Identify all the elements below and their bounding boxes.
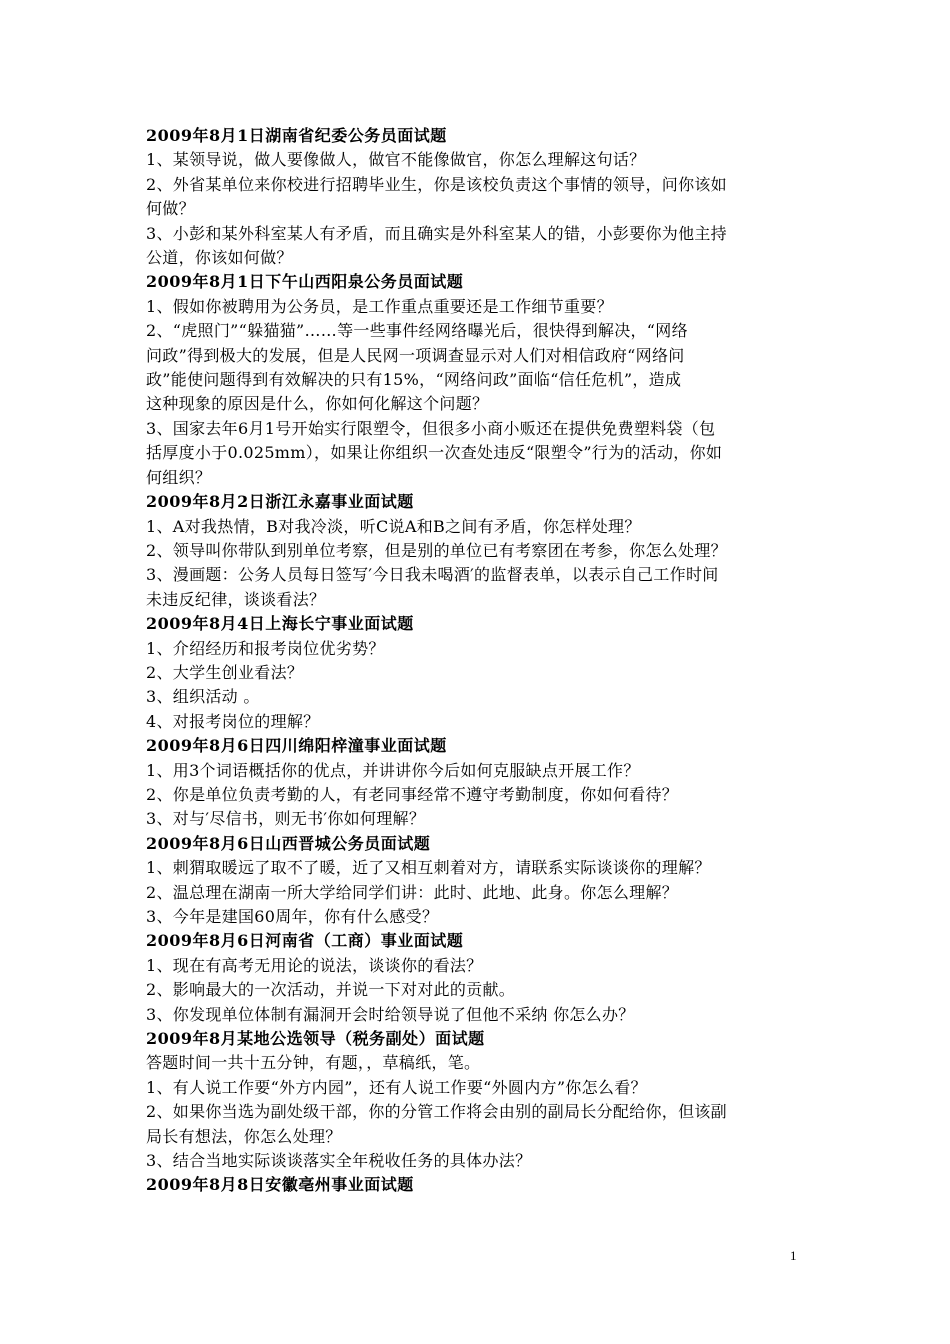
- section-shanghai-changning: [146, 612, 808, 734]
- section-henan: [146, 929, 808, 1027]
- question-line: 3、小彭和某外科室某人有矛盾，而且确实是外科室某人的错，小彭要你为他主持: [146, 223, 727, 243]
- question-line: 政”能使问题得到有效解决的只有15%，“网络问政”面临“信任危机”，造成: [146, 370, 682, 390]
- question-line: 2、如果你当选为副处级干部，你的分管工作将会由别的副局长分配给你，但该副: [146, 1102, 727, 1122]
- question-line: 3、今年是建国60周年，你有什么感受？: [146, 907, 439, 926]
- section-anhui-bozhou: [146, 1173, 808, 1197]
- question-line: 何做？: [146, 199, 195, 219]
- question-line: 1、某领导说，做人要像做人，做官不能像做官，你怎么理解这句话？: [146, 150, 646, 170]
- question-line: 2、“虎照门”“躲猫猫”……等一些事件经网络曝光后，很快得到解决，“网络: [146, 321, 688, 341]
- question-line: 1、A对我热情，B对我冷淡，听C说A和B之间有矛盾，你怎样处理？: [146, 516, 641, 536]
- page-number: 1: [790, 1248, 797, 1263]
- question-line: 2、领导叫你带队到别单位考察，但是别的单位已有考察团在考参，你怎么处理？: [146, 540, 727, 560]
- question-line: 3、对与′尽信书，则无书′你如何理解？: [146, 809, 426, 829]
- section-hunan: [146, 124, 808, 270]
- question-line: 未违反纪律，谈谈看法？: [146, 589, 326, 609]
- document-body: [146, 124, 808, 1198]
- question-line: 3、你发现单位体制有漏洞开会时给领导说了但他不采纳 你怎么办？: [146, 1004, 635, 1024]
- section-heading: 2009年8月1日湖南省纪委公务员面试题: [146, 126, 447, 145]
- question-line: 4、对报考岗位的理解？: [146, 711, 320, 731]
- question-line: 局长有想法，你怎么处理？: [146, 1126, 342, 1146]
- section-heading: 2009年8月6日山西晋城公务员面试题: [146, 833, 431, 853]
- question-line: 2、温总理在湖南一所大学给同学们讲：此时、此地、此身。你怎么理解？: [146, 882, 679, 902]
- section-heading: 2009年8月2日浙江永嘉事业面试题: [146, 492, 414, 512]
- section-tax-deputy: [146, 1027, 808, 1173]
- question-line: 3、结合当地实际谈谈落实全年税收任务的具体办法？: [146, 1151, 532, 1171]
- question-line: 答题时间一共十五分钟，有题，，草稿纸，笔。: [146, 1053, 481, 1073]
- question-line: 3、漫画题：公务人员每日签写′今日我未喝酒′的监督表单，以表示自己工作时间: [146, 565, 719, 585]
- section-shanxi-yangquan: [146, 270, 808, 490]
- question-line: 何组织？: [146, 467, 212, 487]
- question-line: 1、刺猬取暖远了取不了暖，近了又相互刺着对方，请联系实际谈谈你的理解？: [146, 858, 711, 878]
- question-line: 2、影响最大的一次活动，并说一下对对此的贡献。: [146, 980, 516, 1000]
- section-heading: 2009年8月8日安徽亳州事业面试题: [146, 1175, 414, 1195]
- section-heading: 2009年8月1日下午山西阳泉公务员面试题: [146, 272, 464, 292]
- section-heading: 2009年8月6日四川绵阳梓潼事业面试题: [146, 736, 447, 756]
- question-line: 1、介绍经历和报考岗位优劣势？: [146, 638, 385, 658]
- question-line: 1、假如你被聘用为公务员，是工作重点重要还是工作细节重要？: [146, 296, 613, 316]
- question-line: 2、外省某单位来你校进行招聘毕业生，你是该校负责这个事情的领导，问你该如: [146, 174, 727, 194]
- section-sichuan-mianyang: [146, 734, 808, 832]
- question-line: 2、大学生创业看法？: [146, 662, 304, 682]
- section-shanxi-jincheng: [146, 832, 808, 930]
- question-line: 公道，你该如何做？: [146, 248, 293, 268]
- question-line: 这种现象的原因是什么，你如何化解这个问题？: [146, 394, 489, 414]
- section-zhejiang-yongjia: [146, 490, 808, 612]
- question-line: 问政”得到极大的发展，但是人民网一项调查显示对人们对相信政府“网络问: [146, 345, 685, 365]
- section-heading: 2009年8月4日上海长宁事业面试题: [146, 614, 414, 634]
- question-line: 3、国家去年6月1号开始实行限塑令，但很多小商小贩还在提供免费塑料袋（包: [146, 418, 716, 438]
- question-line: 括厚度小于0.025mm），如果让你组织一次查处违反“限塑令”行为的活动，你如: [146, 443, 723, 463]
- question-line: 1、用3个词语概括你的优点，并讲讲你今后如何克服缺点开展工作？: [146, 760, 640, 780]
- question-line: 3、组织活动 。: [146, 687, 260, 707]
- question-line: 1、现在有高考无用论的说法，谈谈你的看法？: [146, 955, 483, 975]
- question-line: 2、你是单位负责考勤的人，有老同事经常不遵守考勤制度，你如何看待？: [146, 784, 679, 804]
- section-heading: 2009年8月6日河南省（工商）事业面试题: [146, 931, 464, 951]
- question-line: 1、有人说工作要“外方内园”，还有人说工作要“外圆内方”你怎么看？: [146, 1077, 647, 1097]
- section-heading: 2009年8月某地公选领导（税务副处）面试题: [146, 1029, 485, 1049]
